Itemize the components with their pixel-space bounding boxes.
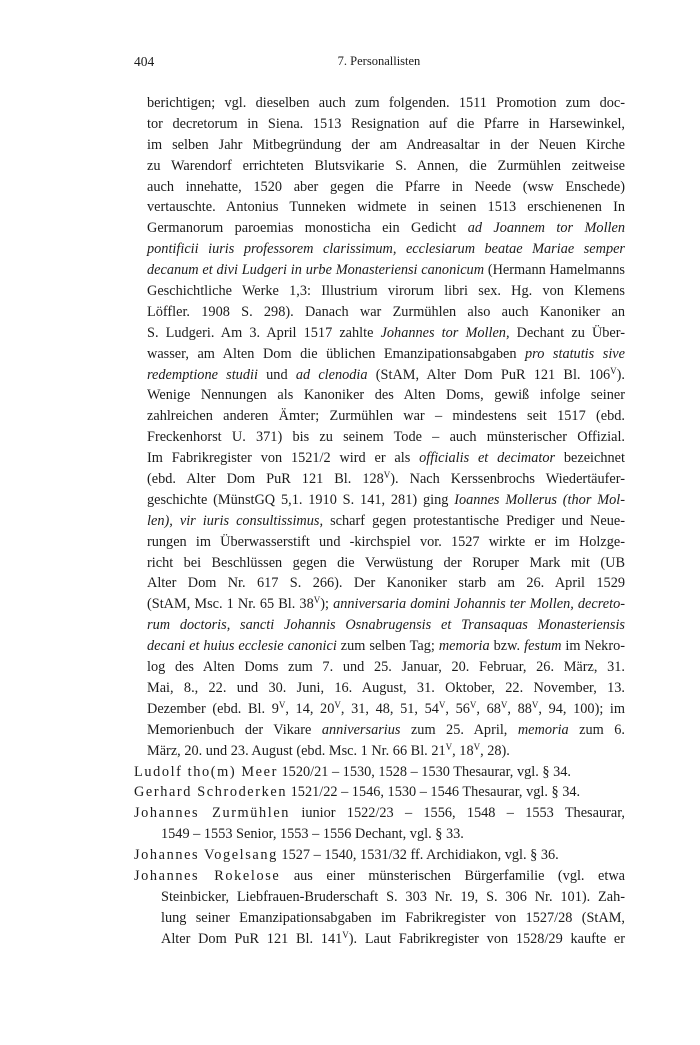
text-line <box>134 490 625 511</box>
italic-run: officialis et decimator <box>419 450 556 467</box>
italic-run: Johannes tor Mollen, <box>380 324 510 341</box>
body-text <box>134 93 625 950</box>
italic-run: rum doctoris, sancti Johannis Osnabrugensis et Transaquas Monasteriensis <box>147 617 625 634</box>
text-line <box>134 532 625 553</box>
italic-run: ad clenodia <box>295 366 368 383</box>
italic-run: len), vir iuris consultissimus, <box>147 512 324 529</box>
person-name: Johannes Zurmühlen <box>134 805 291 822</box>
text-run: Dezember (ebd. Bl. 9 <box>147 700 279 717</box>
main-paragraph <box>134 93 625 762</box>
text-line <box>134 93 625 114</box>
italic-run: ad Joannem tor Mollen <box>467 220 625 237</box>
text-run: bzw. <box>489 638 525 655</box>
person-entry <box>134 803 625 845</box>
text-line <box>134 678 625 699</box>
text-run: wasser, am Alten Dom die üblichen Emanzipationsabgaben <box>147 345 526 362</box>
text-line <box>134 511 625 532</box>
text-run: auch innehatte, 1520 aber gegen die Pfarre in Neede (wsw Enschede) <box>147 178 625 195</box>
text-line <box>134 573 625 594</box>
text-line <box>134 636 625 657</box>
text-line <box>134 385 625 406</box>
text-line <box>134 469 625 490</box>
text-run: rungen im Überwasserstift und -kirchspiel vor. 1527 wirkte er im Holzge- <box>147 533 625 550</box>
page-number: 404 <box>134 54 155 69</box>
italic-run: decani et huius ecclesie canonici <box>147 638 337 655</box>
text-run: Steinbicker, Liebfrauen-Bruderschaft S. 303 Nr. 19, S. 306 Nr. 101). Zah- <box>161 888 625 905</box>
italic-run: anniversaria domini Johannis ter Mollen, decreto- <box>333 596 625 613</box>
person-entry <box>134 845 625 866</box>
entry-line <box>134 845 625 866</box>
entry-line <box>134 803 625 824</box>
text-run: , 28). <box>480 742 510 759</box>
text-run: zum 25. April, <box>400 721 518 738</box>
text-line <box>134 657 625 678</box>
text-run: geschichte (MünstGQ 5,1. 1910 S. 141, 281) ging <box>147 491 455 508</box>
entry-line <box>134 762 625 783</box>
text-run: (StAM, Alter Dom PuR 121 Bl. 106 <box>367 366 611 383</box>
text-line <box>134 448 625 469</box>
italic-run: redemptione studii <box>147 366 258 383</box>
text-run: zum 6. <box>568 721 625 738</box>
text-run: ). <box>616 366 625 383</box>
italic-run: memoria <box>517 721 569 738</box>
text-run: , 18 <box>452 742 474 759</box>
text-run: Im Fabrikregister von 1521/2 wird er als <box>147 450 420 467</box>
text-line <box>134 218 625 239</box>
entry-line <box>134 866 625 887</box>
text-line <box>134 615 625 636</box>
text-run: zum selben Tag; <box>336 638 439 655</box>
text-run: Geschichtliche Werke 1,3: Illustrium virorum libri sex. Hg. von Klemens <box>147 283 625 300</box>
person-entry <box>134 782 625 803</box>
running-title: 7. Personallisten <box>337 54 421 68</box>
superscript: V <box>610 365 617 376</box>
text-line <box>134 135 625 156</box>
superscript: V <box>500 699 508 710</box>
italic-run: Ioannes Mollerus (thor Mol- <box>454 491 625 508</box>
superscript: V <box>473 741 481 752</box>
text-run: 1527 – 1540, 1531/32 ff. Archidiakon, vgl. § 36. <box>281 847 559 864</box>
italic-run: pontificii iuris professorem clarissimum, ecclesiarum beatae Mariae semper <box>147 241 625 258</box>
text-run: im selben Jahr Mitbegründung der am Andreasaltar in der Neuen Kirche <box>147 136 625 153</box>
text-run: 1520/21 – 1530, 1528 – 1530 Thesaurar, vgl. § 34. <box>281 763 571 780</box>
italic-run: festum <box>524 638 562 655</box>
person-entries <box>134 762 625 950</box>
text-run: aus einer münsterischen Bürgerfamilie (vgl. etwa <box>293 867 625 884</box>
text-line <box>134 365 625 386</box>
text-run: Alter Dom Nr. 617 S. 266). Der Kanoniker starb am 26. April 1529 <box>147 575 625 592</box>
text-run: (Hermann Hamelmanns <box>484 262 625 279</box>
text-line <box>134 344 625 365</box>
person-name: Johannes Rokelose <box>134 867 281 884</box>
text-line <box>134 323 625 344</box>
text-run: Germanorum paroemias monosticha ein Gedicht <box>147 220 468 237</box>
person-entry <box>134 866 625 950</box>
text-run: S. Ludgeri. Am 3. April 1517 zahlte <box>147 324 381 341</box>
text-line <box>134 239 625 260</box>
text-run: ). Nach Kerssenbrochs Wiedertäufer- <box>390 471 625 488</box>
text-line <box>134 406 625 427</box>
text-run: richt bei Beschlüssen gegen die Verwüstung der Roruper Mark mit (UB <box>147 554 625 571</box>
superscript: V <box>342 929 349 940</box>
text-run: , 88 <box>507 700 532 717</box>
text-run: tor decretorum in Siena. 1513 Resignation auf die Pfarre in Harsewinkel, <box>147 115 625 132</box>
text-run: scharf gegen protestantische Prediger und Neue- <box>323 512 625 529</box>
text-line <box>134 281 625 302</box>
text-line <box>134 302 625 323</box>
text-run: zu Warendorf errichteten Blutsvikarie S. Annen, die Zurmühlen zeitweise <box>147 157 625 174</box>
text-run: und <box>257 366 296 383</box>
text-run: 1521/22 – 1546, 1530 – 1546 Thesaurar, vgl. § 34. <box>290 784 581 801</box>
page-header <box>134 54 624 74</box>
text-run: März, 20. und 23. August (ebd. Msc. 1 Nr. 66 Bl. 21 <box>147 742 446 759</box>
superscript: V <box>334 699 341 710</box>
text-line <box>134 197 625 218</box>
italic-run: decanum et divi Ludgeri in urbe Monasteriensi canonicum <box>147 262 485 279</box>
italic-run: anniversarius <box>321 721 401 738</box>
text-run: ). Laut Fabrikregister von 1528/29 kaufte er <box>348 930 625 947</box>
text-run: im Nekro- <box>561 638 625 655</box>
text-run: ); <box>320 596 334 613</box>
text-run: Wenige Nennungen als Kanoniker des Alten Doms, gewiß infolge seiner <box>147 387 625 404</box>
text-line <box>134 720 625 741</box>
entry-line <box>134 782 625 803</box>
text-line <box>134 699 625 720</box>
text-run: Löffler. 1908 S. 298). Danach war Zurmühlen also auch Kanoniker an <box>147 303 625 320</box>
italic-run: pro statutis sive <box>525 345 625 362</box>
person-entry <box>134 762 625 783</box>
text-run: Alter Dom PuR 121 Bl. 141 <box>161 930 343 947</box>
text-run: (StAM, Msc. 1 Nr. 65 Bl. 38 <box>147 596 314 613</box>
superscript: V <box>313 595 321 606</box>
text-run: Freckenhorst U. 371) bis zu seinem Tode – auch münsterischer Offizial. <box>147 429 625 446</box>
text-line <box>134 260 625 281</box>
text-run: vertauschte. Antonius Tunneken widmete in seinen 1513 erschienenen In <box>147 199 625 216</box>
text-run: , 68 <box>476 700 501 717</box>
text-run: , 14, 20 <box>285 700 335 717</box>
text-run: zahlreichen anderen Ämter; Zurmühlen war – mindestens seit 1517 (ebd. <box>147 408 625 425</box>
person-name: Ludolf tho(m) Meer <box>134 763 278 780</box>
text-line <box>134 177 625 198</box>
superscript: V <box>383 470 391 481</box>
entry-line <box>134 929 625 950</box>
text-run: 1549 – 1553 Senior, 1553 – 1556 Dechant, vgl. § 33. <box>161 826 464 843</box>
superscript: V <box>278 699 286 710</box>
text-run: log des Alten Doms zum 7. und 25. Januar, 20. Februar, 26. März, 31. <box>147 659 625 676</box>
text-line <box>134 156 625 177</box>
entry-line <box>134 887 625 908</box>
text-line <box>134 427 625 448</box>
text-line <box>134 741 625 762</box>
person-name: Gerhard Schroderken <box>134 784 288 801</box>
superscript: V <box>445 741 453 752</box>
text-run: Memorienbuch der Vikare <box>147 721 322 738</box>
text-run: (ebd. Alter Dom PuR 121 Bl. 128 <box>147 471 384 488</box>
text-run: , 94, 100); im <box>538 700 625 717</box>
text-run: iunior 1522/23 – 1556, 1548 – 1553 Thesaurar, <box>301 805 625 822</box>
text-run: berichtigen; vgl. dieselben auch zum folgenden. 1511 Promotion zum doc- <box>147 95 625 111</box>
text-run: lung seiner Emanzipationsabgaben im Fabrikregister von 1527/28 (StAM, <box>161 909 625 926</box>
text-run: bezeichnet <box>555 450 625 467</box>
text-line <box>134 553 625 574</box>
text-run: , 31, 48, 51, 54 <box>340 700 439 717</box>
entry-line <box>134 824 625 845</box>
person-name: Johannes Vogelsang <box>134 847 278 864</box>
superscript: V <box>438 699 446 710</box>
italic-run: memoria <box>438 638 490 655</box>
text-run: Mai, 8., 22. und 30. Juni, 16. August, 31. Oktober, 22. November, 13. <box>147 679 625 696</box>
text-line <box>134 114 625 135</box>
entry-line <box>134 908 625 929</box>
superscript: V <box>469 699 477 710</box>
superscript: V <box>531 699 539 710</box>
text-run: , 56 <box>445 700 470 717</box>
text-line <box>134 594 625 615</box>
text-run: Dechant zu Über- <box>509 324 625 341</box>
